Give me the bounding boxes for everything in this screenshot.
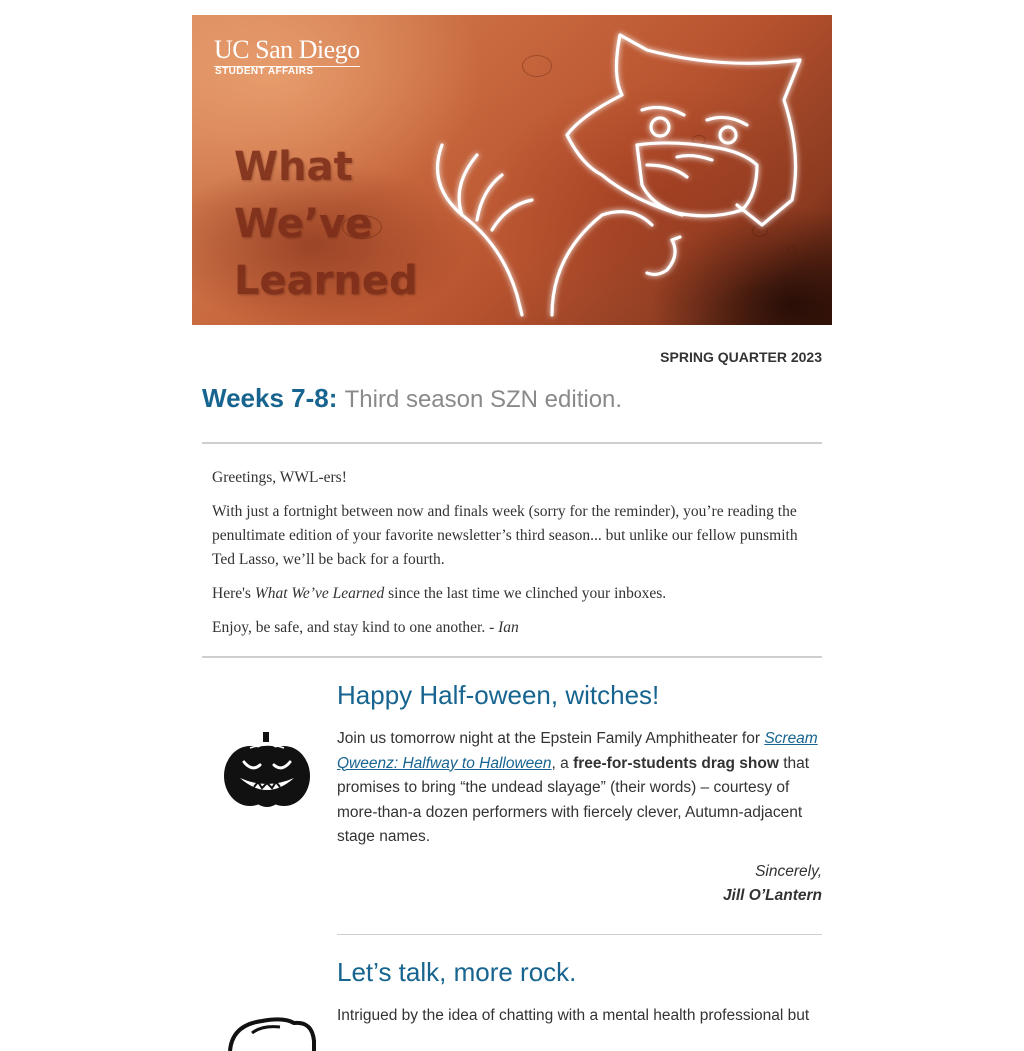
student-affairs-label: STUDENT AFFAIRS xyxy=(215,66,314,77)
banner-title xyxy=(234,139,418,310)
intro-paragraph xyxy=(212,582,812,606)
intro-text: Enjoy, be safe, and stay kind to one another. - xyxy=(212,619,499,636)
story-signoff xyxy=(337,860,822,908)
scream-qweenz-link[interactable]: Scream Qweenz: Halfway to Halloween xyxy=(337,730,818,772)
story-text: , a xyxy=(551,754,574,772)
section-divider xyxy=(202,656,822,658)
intro-paragraph xyxy=(212,616,812,640)
issue-headline xyxy=(192,383,832,414)
greeting: Greetings, WWL-ers! xyxy=(212,469,347,486)
story-text: Join us tomorrow night at the Epstein Family Amphitheater for xyxy=(337,730,765,747)
story-title: Happy Half-oween, witches! xyxy=(337,680,660,710)
neon-triton-mascot-icon xyxy=(422,15,832,325)
intro-paragraph: With just a fortnight between now and finals week (sorry for the reminder), you’re reading the penultimate edition of your favorite newsletter’s third season... but unlike our fellow punsmith Ted Lasso, we’ll be back for a fourth. xyxy=(212,503,798,568)
intro-letter xyxy=(192,444,832,640)
story-body: Intrigued by the idea of chatting with a mental health professional but xyxy=(337,1006,810,1024)
story-body xyxy=(337,727,822,850)
story-title: Let’s talk, more rock. xyxy=(337,956,577,987)
story-halfoween xyxy=(192,680,832,935)
author-signature: Ian xyxy=(498,619,519,636)
story-talk-more-rock xyxy=(192,957,832,1029)
banner-title-line: What xyxy=(234,144,353,190)
intro-text: since the last time we clinched your inboxes. xyxy=(384,585,667,602)
signoff-greeting: Sincerely, xyxy=(755,862,822,880)
newsletter xyxy=(192,15,832,1028)
signoff-name: Jill O’Lantern xyxy=(722,886,822,904)
banner-title-line: Learned xyxy=(234,258,418,304)
story-text: that promises to bring “the undead slayage” (their words) – courtesy of more-than-a dozen performers with fiercely clever, Autumn-adjacent stage names. xyxy=(337,754,810,845)
pumpkin-icon xyxy=(222,732,312,808)
issue-weeks: Weeks 7-8: xyxy=(202,383,338,413)
story-emphasis: free-for-students drag show xyxy=(573,754,779,772)
intro-text: Here's xyxy=(212,585,255,602)
story-divider xyxy=(337,934,822,935)
ucsd-logo: UC San Diego xyxy=(214,35,360,67)
newsletter-name: What We’ve Learned xyxy=(254,585,385,602)
header-banner xyxy=(192,15,832,325)
banner-title-line: We’ve xyxy=(234,201,373,247)
quarter-label: SPRING QUARTER 2023 xyxy=(660,349,822,365)
issue-tagline: Third season SZN edition. xyxy=(344,386,623,413)
speech-bubble-icon xyxy=(222,1011,322,1051)
